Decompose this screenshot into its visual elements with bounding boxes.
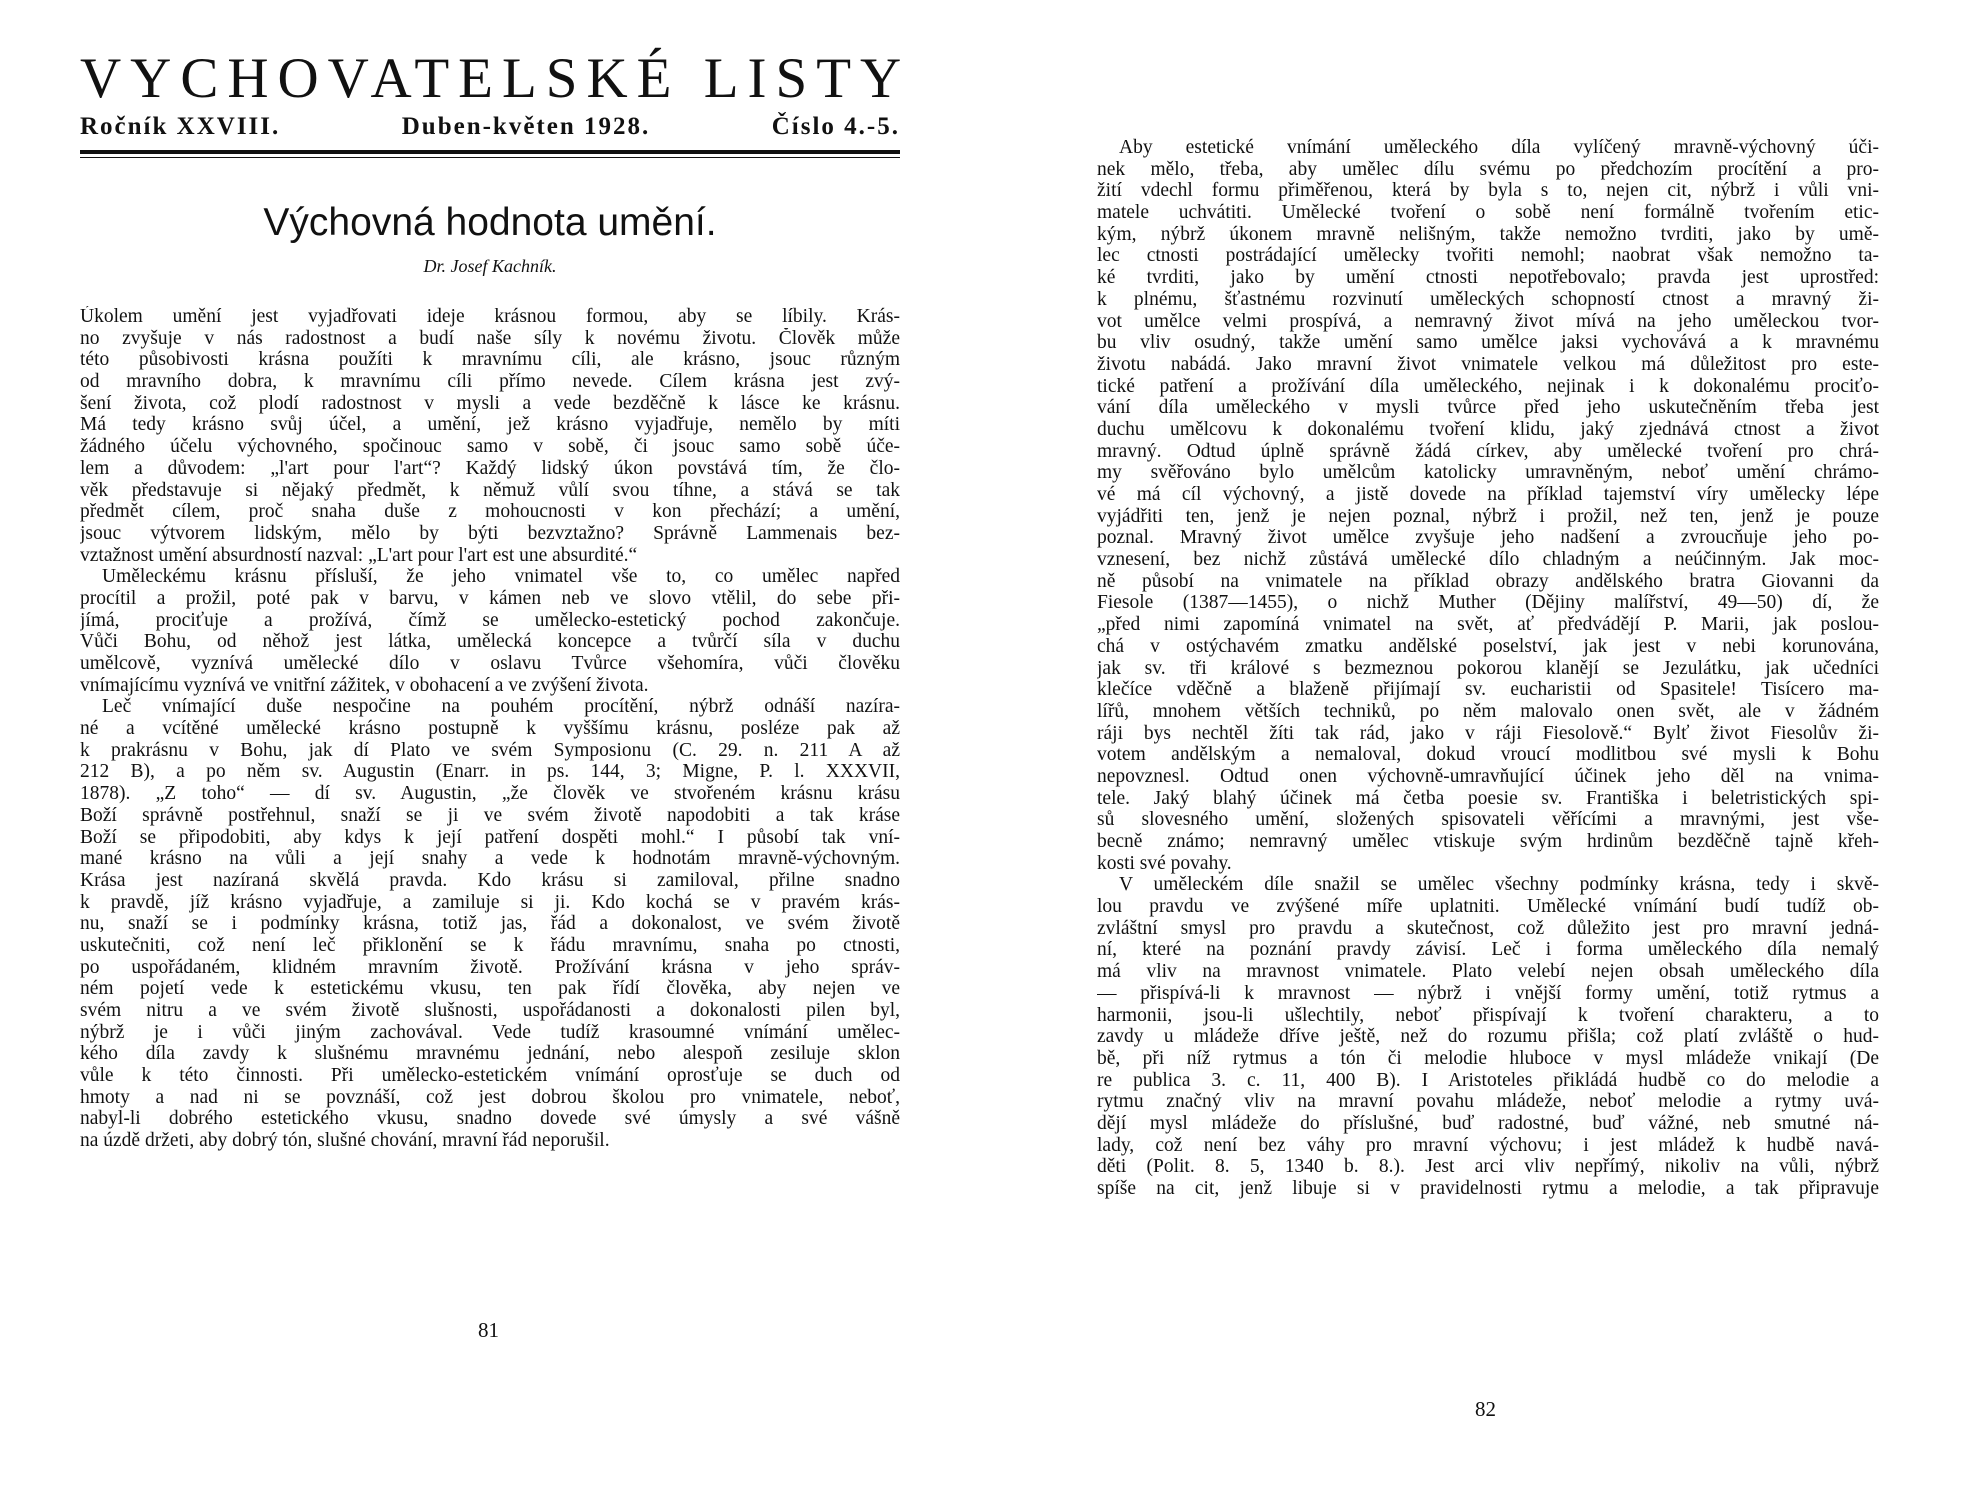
journal-title: VYCHOVATELSKÉ LISTY <box>80 47 911 110</box>
text-line: mané krásno na vůli a její snahy a vede k hodnotám mravně-výchovným. <box>80 848 900 870</box>
text-line: po uspořádaném, klidném mravním životě. Prožívání krásna v jeho správ- <box>80 956 900 978</box>
text-line: lou pravdu ve zvýšené míře uplatniti. Umělecké vnímání budí tudíž ob- <box>1097 896 1879 918</box>
text-line: rytmu značný vliv na mravní povahu mládeže, neboť melodie a rytmy uvá- <box>1097 1091 1879 1113</box>
text-line: ní, které na poznání pravdy závisí. Leč i forma uměleckého díla nemalý <box>1097 939 1879 961</box>
text-line: děti (Polit. 8. 5, 1340 b. 8.). Jest arci vliv nepřímý, nikoliv na vůli, nýbrž <box>1097 1156 1879 1178</box>
text-line: ném pojetí vede k estetickému vkusu, ten pak řídí člověka, aby nejen ve <box>80 978 900 1000</box>
text-line: Boží se připodobiti, aby kdys k její patření dospěti mohl.“ I působí tak vní- <box>80 826 900 848</box>
text-line: votem andělským a nemaloval, dokud vroucí modlitbou své mysli k Bohu <box>1097 744 1879 766</box>
text-line: re publica 3. c. 11, 400 B). I Aristoteles přikládá hudbě co do melodie a <box>1097 1069 1879 1091</box>
text-line: bě, při níž rytmus a tón či melodie hluboce v mysl mládeže vnikají (De <box>1097 1047 1879 1069</box>
text-line: k plnému, šťastnému rozvinutí uměleckých schopností ctnost a mravný ži- <box>1097 288 1879 310</box>
text-line: poznal. Mravný život umělce zvyšuje jeho nadšení a zvroucňuje jeho po- <box>1097 527 1879 549</box>
text-line: lady, což není bez váhy pro mravní výchovu; i jest mládež k hudbě navá- <box>1097 1134 1879 1156</box>
text-line: vé má cíl výchovný, a jistě dovede na příklad tajemství víry umělecky lépe <box>1097 484 1879 505</box>
text-line: tické patření a prožívání díla uměleckého, nejinak i k dokonalému prociťo- <box>1097 375 1879 397</box>
issue-date: Duben-květen 1928. <box>401 113 651 140</box>
right-page <box>987 0 1974 1500</box>
text-line: sů slovesného umění, složených spisovateli věřícími a mravnými, jest vše- <box>1097 809 1879 831</box>
text-line: žití vdechl formu přiměřenou, která by byla s to, nejen cit, nýbrž i vůli vni- <box>1097 180 1879 202</box>
text-line: kosti své povahy. <box>1097 852 1232 874</box>
text-line: V uměleckém díle snažil se umělec všechny podmínky krásna, tedy i skvě- <box>1119 874 1879 896</box>
text-line: má vliv na mravnost vnimatele. Plato velebí nejen obsah uměleckého díla <box>1097 961 1879 983</box>
text-line: nek mělo, třeba, aby umělec dílu svému po předchozím procítění a pro- <box>1097 158 1879 180</box>
text-line: ně působí na vnimatele na příklad obrazy andělského bratra Giovanni da <box>1097 570 1879 592</box>
text-line: lem a důvodem: „l'art pour l'art“? Každý lidský úkon povstává tím, že člo- <box>80 457 900 479</box>
text-line: nu, snaží se i podmínky krásna, totiž jas, řád a dokonalost, ve svém životě <box>80 913 900 935</box>
text-line: na úzdě držeti, aby dobrý tón, slušné chování, mravní řád neporušil. <box>80 1130 610 1152</box>
text-line: matele uchvátiti. Umělecké tvoření o sobě není formálně tvořením etic- <box>1097 202 1879 224</box>
text-line: bu vliv osudný, takže umění samo umělce jaksi vychovává a k mravnému <box>1097 332 1879 354</box>
text-line: Aby estetické vnímání uměleckého díla vylíčený mravně-výchovný úči- <box>1119 137 1879 158</box>
text-line: zavdy u mládeže dříve ještě, než do rozumu přišla; což platí zvláště o hud- <box>1097 1026 1879 1048</box>
text-line: hmoty a nad ni se povznáší, což jest dobrou školou pro vnimatele, neboť, <box>80 1086 900 1108</box>
text-line: vání díla uměleckého v mysli tvůrce před jeho uskutečněním třeba jest <box>1097 397 1879 419</box>
left-body-text <box>80 306 900 1152</box>
text-line: chá v ostýchavém zmatku andělské poselství, jak jest v nebi korunována, <box>1097 635 1879 657</box>
text-line: žádného účelu výchovného, spočinouc samo v sobě, či jsouc samo sobě úče- <box>80 436 900 458</box>
text-line: lec ctnosti postrádající umělecky tvořiti nemohl; naobrat však nemožno ta- <box>1097 245 1879 267</box>
text-line: nabyl-li dobrého estetického vkusu, snadno dovede své úmysly a své vášně <box>80 1108 900 1130</box>
text-line: my svěřováno bylo umělcům katolicky umravněným, neboť umění chrámo- <box>1097 462 1879 484</box>
right-body-text <box>1097 137 1879 1200</box>
text-line: 212 B), a po něm sv. Augustin (Enarr. in ps. 144, 3; Migne, P. l. XXXVII, <box>80 761 900 783</box>
article-title: Výchovná hodnota umění. <box>263 201 717 244</box>
text-line: Úkolem umění jest vyjadřovati ideje krásnou formou, aby se líbily. Krás- <box>80 306 900 327</box>
text-line: uskutečniti, což není leč přiklonění se k řádu mravnímu, snaha po ctnosti, <box>80 934 900 956</box>
text-line: Má tedy krásno svůj účel, a umění, jež krásno vyjadřuje, nemělo by míti <box>80 414 900 436</box>
text-line: ké tvrditi, jako by umění ctnosti nepotřebovalo; pravda jest uprostřed: <box>1097 267 1879 289</box>
text-line: jímá, prociťuje a prožívá, čímž se umělecko-estetický pochod zakončuje. <box>80 609 900 631</box>
text-line: mravný. Odtud úplně správně žádá církev, aby umělecké tvoření pro chrá- <box>1097 440 1879 462</box>
text-line: tele. Jaký blahý účinek má četba poesie sv. Františka i beletristických spi- <box>1097 787 1879 809</box>
text-line: k pravdě, jíž krásno vyjadřuje, a zamiluje si ji. Kdo kochá se v pravém krás- <box>80 891 900 913</box>
text-line: Fiesole (1387—1455), o nichž Muther (Dějiny malířství, 49—50) dí, že <box>1097 592 1879 614</box>
text-line: né a vcítěné umělecké krásno postupně k vyššímu krásnu, posléze pak až <box>80 718 900 740</box>
issue-info <box>80 113 900 141</box>
text-line: vůle k této činnosti. Při umělecko-estetickém vnímání oprosťuje se duch od <box>80 1065 900 1087</box>
text-line: umělcově, vyznívá umělecké dílo v oslavu Tvůrce všehomíra, vůči člověku <box>80 653 900 674</box>
text-line: Vůči Bohu, od něhož jest látka, umělecká koncepce a tvůrčí síla v duchu <box>80 631 900 653</box>
text-line: Uměleckému krásnu přísluší, že jeho vnimatel vše to, co umělec napřed <box>102 566 900 588</box>
text-line: dějí mysl mládeže do příslušné, buď radostné, buď vážné, neb smutné ná- <box>1097 1112 1879 1134</box>
text-line: — přispívá-li k mravnost — nýbrž i vnější formy umění, totiž rytmus a <box>1097 982 1879 1004</box>
text-line: lířů, mnohem větších techniků, po něm malovalo onen svět, ale v žádném <box>1097 700 1879 722</box>
text-line: vyjádřiti ten, jenž je nejen poznal, nýbrž i prožil, než ten, jenž je pouze <box>1097 505 1879 527</box>
text-line: životu nabádá. Jako mravní život vnimatele velkou má důležitost pro este- <box>1097 353 1879 375</box>
text-line: jsouc výtvorem lidským, mělo by býti bezvztažno? Správně Lammenais bez- <box>80 522 900 544</box>
text-line: Leč vnímající duše nespočine na pouhém procítění, nýbrž odnáší nazíra- <box>102 696 900 718</box>
text-line: věk představuje si nějaký předmět, k němuž vůlí svou tíhne, a stává se tak <box>80 479 900 501</box>
text-line: klečíce vděčně a blaženě přijímají sv. eucharistii od Spasitele! Tisícero ma- <box>1097 679 1879 701</box>
text-line: vztažnost umění absurdností nazval: „L'art pour l'art est une absurdité.“ <box>80 544 638 566</box>
text-line: kého díla zavdy k slušnému mravnému jednání, nebo alespoň zesiluje sklon <box>80 1043 900 1065</box>
text-line: vnímajícímu vyznívá ve vnitřní zážitek, v obohacení a ve zvýšení života. <box>80 674 649 696</box>
article-author: Dr. Josef Kachník. <box>423 256 557 276</box>
text-line: vot umělce velmi prospívá, a nemravný život mívá na jeho uměleckou tvor- <box>1097 310 1879 332</box>
text-line: předmět cílem, proč snaha duše z mohoucnosti v kon přechází; a umění, <box>80 501 900 523</box>
text-line: šení života, což plodí radostnost v mysli a vede bezděčně k lásce ke krásnu. <box>80 392 900 414</box>
text-line: ráji bys nechtěl žíti tak rád, jako v ráji Fiesolově.“ Bylť život Fiesolův ži- <box>1097 722 1879 744</box>
text-line: nýbrž je i vůči jiným zachovával. Vede tudíž krasoumné vnímání umělec- <box>80 1021 900 1043</box>
text-line: Krása jest nazíraná skvělá pravda. Kdo krásu si zamiloval, přilne snadno <box>80 869 900 891</box>
text-line: nepovznesl. Odtud onen výchovně-umravňující účinek jeho děl na vnima- <box>1097 765 1879 787</box>
text-line: vznesení, bez nichž zůstává umělecké dílo chladným a neúčinným. Jak moc- <box>1097 549 1879 571</box>
text-line: svém nitru a ve svém životě slušnosti, uspořádanosti a dokonalosti pilen byl, <box>80 1000 900 1021</box>
masthead-rule-thin <box>80 157 900 158</box>
text-line: jak sv. tři králové s bezmeznou pokorou klanějí se Jezulátku, jak učedníci <box>1097 657 1879 679</box>
text-line: „před nimi zapomíná vnimatel na svět, ať předvádějí P. Marii, jak poslou- <box>1097 614 1879 636</box>
text-line: harmonii, jsou-li ušlechtily, neboť přispívají k tvoření charakteru, a to <box>1097 1004 1879 1026</box>
text-line: k prakrásnu v Bohu, jak dí Plato ve svém Symposionu (C. 29. n. 211 A až <box>80 739 900 761</box>
text-line: zvláštní smysl pro pravdu a skutečnost, což důležito jest pro mravní jedná- <box>1097 917 1879 939</box>
text-line: kým, nýbrž úkonem mravně nelišným, takže nemožno tvrditi, jako by umě- <box>1097 223 1879 245</box>
text-line: spíše na cit, jenž libuje si v pravidelnosti rytmu a melodie, a tak připravuje <box>1097 1178 1879 1199</box>
text-line: procítil a prožil, poté pak v barvu, v kámen neb ve slovo vtělil, do sebe při- <box>80 587 900 609</box>
text-line: Boží správně postřehnul, snaží se ji ve svém životě napodobiti a tak kráse <box>80 804 900 826</box>
volume-label: Ročník XXVIII. <box>80 113 281 140</box>
masthead-rule-thick <box>80 150 900 154</box>
text-line: od mravního dobra, k mravnímu cíli přímo nevede. Cílem krásna jest zvý- <box>80 371 900 393</box>
text-line: 1878). „Z toho“ — dí sv. Augustin, „že člověk ve stvořeném krásnu krásu <box>80 783 900 805</box>
issue-number: Číslo 4.-5. <box>771 113 900 140</box>
page-number: 82 <box>1475 1397 1496 1421</box>
text-line: duchu umělcovu k dokonalému tvoření klidu, jaký zjednává ctnost a život <box>1097 418 1879 440</box>
text-line: becně známo; nemravný umělec vtiskuje svým hrdinům bezděčně tajně křeh- <box>1097 831 1879 852</box>
page-number: 81 <box>478 1318 499 1342</box>
text-line: no zvyšuje v nás radostnost a budí naše síly k novému životu. Člověk může <box>80 327 900 349</box>
text-line: této působivosti krásna použíti k mravnímu cíli, ale krásno, jsouc různým <box>80 349 900 371</box>
